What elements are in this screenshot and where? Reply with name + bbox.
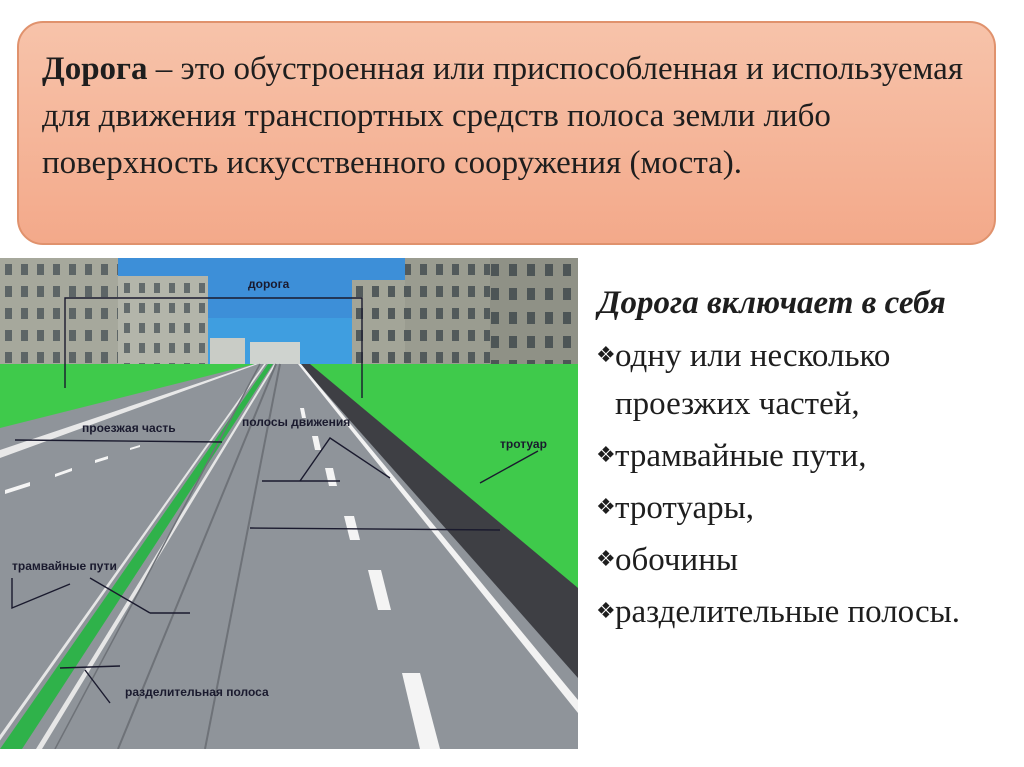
includes-panel (598, 280, 1008, 640)
list-item (598, 332, 1008, 428)
bullet-icon: ❖ (596, 599, 616, 624)
label-divider: разделительная полоса (125, 685, 269, 699)
definition-box (17, 21, 996, 245)
list-item-text: обочины (615, 542, 739, 578)
list-item (598, 432, 1008, 480)
label-sidewalk: тротуар (500, 437, 547, 451)
bullet-icon: ❖ (596, 547, 616, 572)
bullet-icon: ❖ (596, 495, 616, 520)
list-item-text: разделительные полосы. (615, 594, 961, 630)
road-illustration (0, 258, 578, 749)
label-lanes: полосы движения (242, 415, 351, 429)
label-carriageway: проезжая часть (82, 421, 176, 435)
list-item (598, 588, 1008, 636)
list-item-text: одну или несколько проезжих частей, (615, 338, 891, 422)
label-road: дорога (248, 277, 290, 291)
list-item-text: тротуары, (615, 490, 755, 526)
list-item-text: трамвайные пути, (615, 438, 867, 474)
road-diagram (0, 258, 578, 749)
definition-term: Дорога (42, 51, 148, 87)
includes-heading: Дорога включает в себя (598, 285, 946, 321)
label-tram-tracks: трамвайные пути (12, 559, 117, 573)
definition-text: – это обустроенная или приспособленная и используемая для движения транспортных средств полоса земли либо поверхность искусственного сооружения (моста). (42, 51, 964, 181)
bullet-icon: ❖ (596, 443, 616, 468)
bullet-icon: ❖ (596, 343, 616, 368)
list-item (598, 536, 1008, 584)
list-item (598, 484, 1008, 532)
